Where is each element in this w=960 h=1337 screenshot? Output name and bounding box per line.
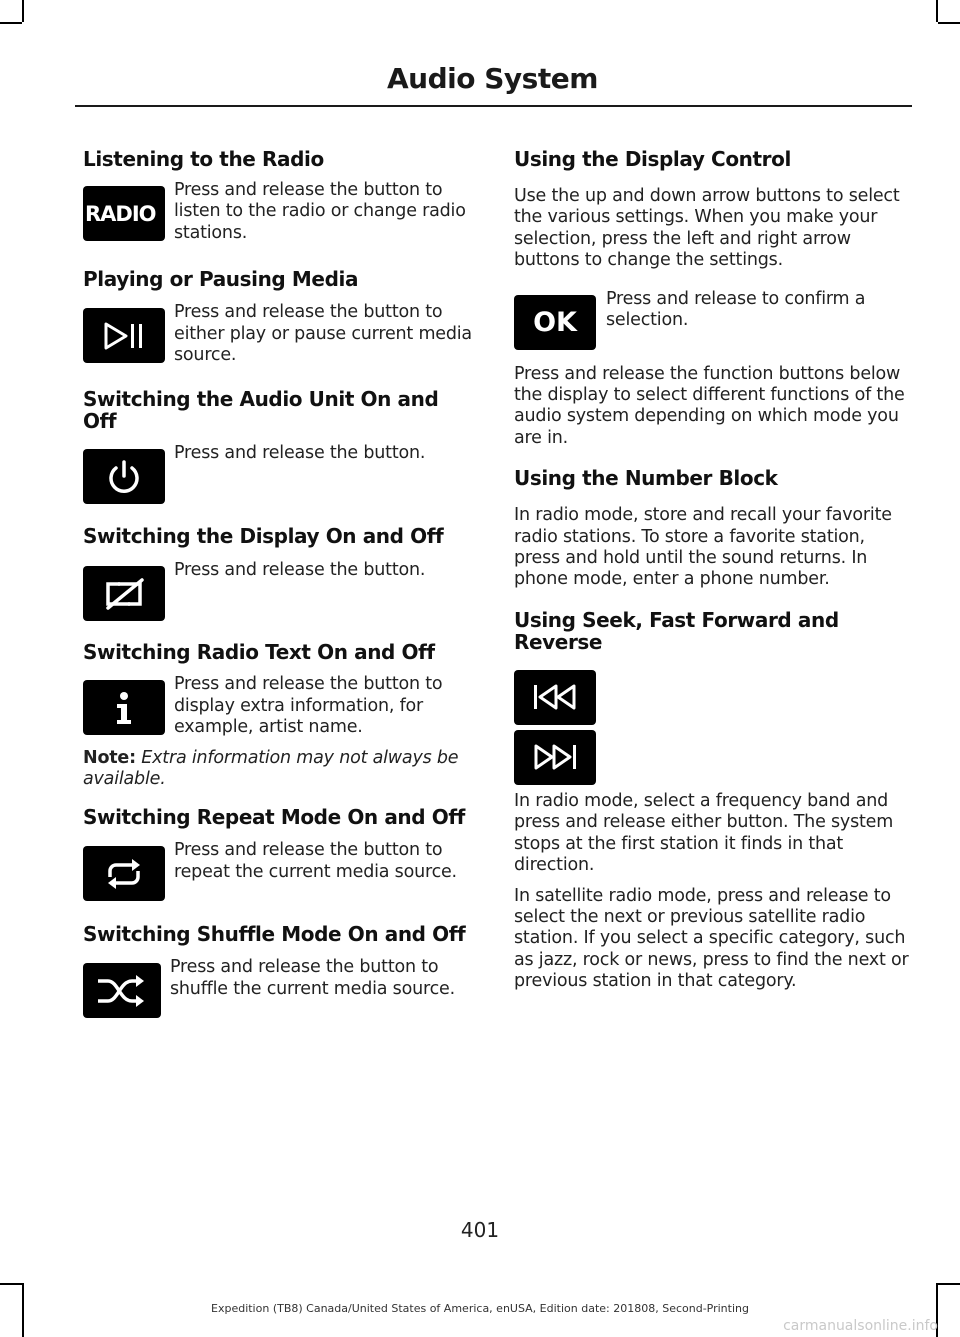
section-heading-radio-text: Switching Radio Text On and Off bbox=[83, 640, 435, 665]
display-item bbox=[83, 560, 475, 621]
number-block-description: In radio mode, store and recall your favorite radio stations. To store a favorite station, press and hold until the sound returns. In phone mode, enter a phone number. bbox=[514, 505, 892, 590]
ok-button-icon bbox=[514, 295, 596, 350]
right-column bbox=[514, 148, 909, 993]
section-heading-repeat: Switching Repeat Mode On and Off bbox=[83, 805, 465, 830]
crop-mark-bottom-right-h bbox=[938, 1283, 960, 1285]
radio-button-label: RADIO bbox=[85, 201, 156, 226]
display-off-icon bbox=[83, 566, 165, 621]
seek-description-1: In radio mode, select a frequency band and press and release either button. The system stops at the first station it finds in that direction. bbox=[514, 790, 894, 876]
crop-mark-top-right-v bbox=[936, 0, 938, 22]
info-description: Press and release the button to display extra information, for example, artist name. bbox=[174, 674, 443, 738]
ok-item bbox=[514, 288, 909, 350]
shuffle-description: Press and release the button to shuffle the current media source. bbox=[170, 957, 455, 999]
note-text: Extra information may not always be available. bbox=[83, 747, 459, 790]
radio-button-icon bbox=[83, 186, 165, 241]
crop-mark-top-left-v bbox=[22, 0, 24, 22]
section-heading-number-block: Using the Number Block bbox=[514, 466, 778, 491]
section-heading-display-control: Using the Display Control bbox=[514, 147, 791, 171]
watermark: carmanualsonline.info bbox=[783, 1318, 938, 1334]
left-column bbox=[83, 148, 475, 1018]
power-icon bbox=[83, 449, 165, 504]
info-item bbox=[83, 674, 475, 738]
power-description: Press and release the button. bbox=[174, 443, 426, 464]
section-heading-shuffle: Switching Shuffle Mode On and Off bbox=[83, 922, 466, 947]
crop-mark-bottom-left-h bbox=[0, 1283, 22, 1285]
seek-back-icon bbox=[514, 670, 596, 725]
header-rule bbox=[75, 105, 912, 107]
power-item bbox=[83, 443, 475, 504]
repeat-item bbox=[83, 840, 475, 901]
seek-forward-icon bbox=[514, 730, 596, 785]
section-heading-power: Switching the Audio Unit On and Off bbox=[83, 387, 439, 434]
play-pause-description: Press and release the button to either play or pause current media source. bbox=[174, 302, 472, 366]
play-pause-item bbox=[83, 302, 475, 366]
play-pause-icon bbox=[83, 308, 165, 363]
shuffle-icon bbox=[83, 963, 161, 1018]
ok-description: Press and release to confirm a selection. bbox=[606, 288, 866, 331]
seek-description-2: In satellite radio mode, press and release to select the next or previous satellite radio station. If you select a specific category, such as jazz, rock or news, press to find the next or previous station in that category. bbox=[514, 885, 909, 992]
section-heading-radio: Listening to the Radio bbox=[83, 147, 324, 171]
footer-edition-info: Expedition (TB8) Canada/United States of America, enUSA, Edition date: 201808, Second-Printing bbox=[211, 1302, 749, 1315]
page-title: Audio System bbox=[387, 62, 598, 95]
radio-description: Press and release the button to listen to the radio or change radio stations. bbox=[174, 180, 466, 243]
display-description: Press and release the button. bbox=[174, 560, 426, 581]
section-heading-play-pause: Playing or Pausing Media bbox=[83, 267, 359, 292]
repeat-icon bbox=[83, 846, 165, 901]
note-label: Note: bbox=[83, 747, 136, 768]
radio-item bbox=[83, 180, 475, 244]
section-heading-seek: Using Seek, Fast Forward and Reverse bbox=[514, 607, 839, 654]
info-icon bbox=[83, 680, 165, 735]
note bbox=[83, 748, 475, 791]
repeat-description: Press and release the button to repeat the current media source. bbox=[174, 840, 457, 882]
display-control-intro: Use the up and down arrow buttons to select the various settings. When you make your selection, press the left and right arrow buttons to change the settings. bbox=[514, 186, 900, 271]
crop-mark-top-right-h bbox=[938, 22, 960, 24]
crop-mark-top-left-h bbox=[0, 22, 22, 24]
function-buttons-description: Press and release the function buttons below the display to select different functions of the audio system depending on which mode you are in. bbox=[514, 363, 905, 448]
shuffle-item bbox=[83, 957, 475, 1018]
ok-button-label: OK bbox=[533, 306, 577, 338]
section-heading-display: Switching the Display On and Off bbox=[83, 524, 444, 549]
page-number: 401 bbox=[460, 1218, 500, 1242]
